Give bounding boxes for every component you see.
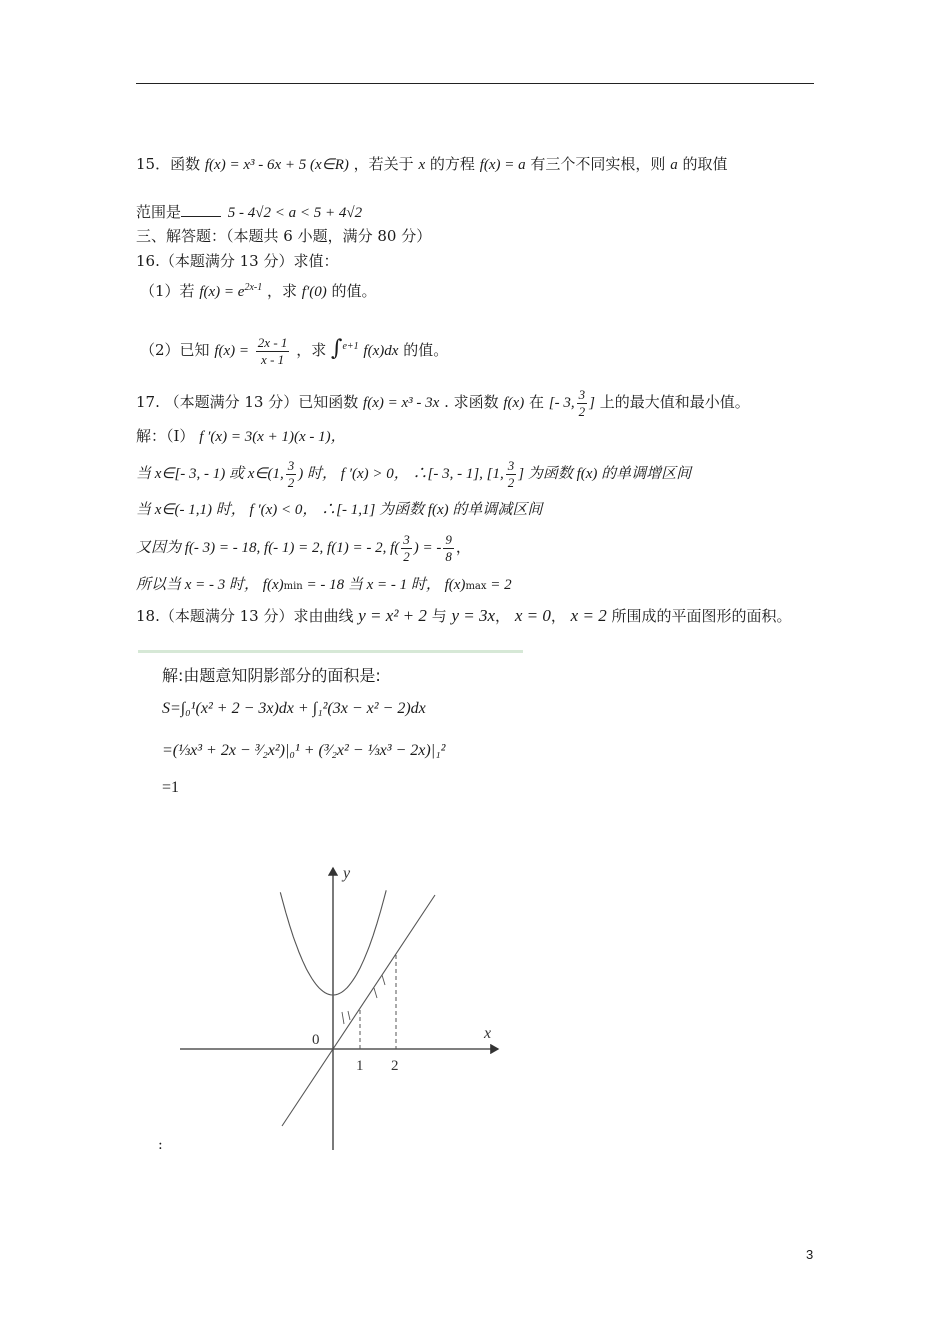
- q17-sol2-c: ] 为函数 f(x) 的单调增区间: [518, 466, 692, 482]
- q18-curve: y = x² + 2: [358, 606, 427, 625]
- origin-label: 0: [312, 1032, 320, 1048]
- q15-range-label: 范围是: [136, 203, 182, 221]
- q16-p1-exp: 2x-1: [244, 282, 263, 293]
- q18-x2: x = 2: [570, 606, 607, 625]
- q17-mid: . 求函数: [444, 393, 499, 411]
- q17-sol5-a: 所以当 x = - 3 时， f(x): [136, 577, 284, 593]
- q16-part1: [140, 276, 377, 304]
- q15-line2: [136, 200, 362, 225]
- frac-den: 8: [445, 548, 452, 564]
- q16-p2-num: 2x - 1: [257, 334, 288, 350]
- q16-p2-den: x - 1: [261, 351, 285, 367]
- q18-title: 18.（本题满分 13 分）求由曲线: [136, 607, 354, 625]
- frac-num: 9: [445, 531, 452, 547]
- q17-sol2-frac1: [286, 458, 297, 491]
- section-heading: 三、解答题：（本题共 6 小题，满分 80 分）: [136, 227, 432, 245]
- q17-sol1: [136, 424, 346, 449]
- q16-p2-upper: e+1: [342, 341, 359, 352]
- q18-sep: ，: [495, 607, 511, 625]
- q17-end: 上的最大值和最小值。: [599, 393, 750, 411]
- solution-line2: S=∫₀¹(x² + 2 − 3x)dx + ∫₁²(3x − x² − 2)dx: [162, 700, 426, 717]
- q17-sol3: [136, 497, 542, 522]
- q17-sol4-b: ) = -: [413, 540, 442, 556]
- q17-sol4-frac2: [443, 532, 454, 565]
- q17-sol2: [136, 456, 691, 491]
- q17-sol4-frac1: [401, 532, 412, 565]
- tick-2: 2: [391, 1058, 399, 1074]
- integral-sign: ∫: [330, 336, 343, 361]
- q15-a: a: [670, 157, 678, 173]
- q17-sol5-c: = 2: [486, 577, 512, 593]
- min-subscript: min: [283, 581, 303, 592]
- q17-frac-num: 3: [578, 386, 586, 402]
- q15-var: x: [418, 157, 426, 173]
- q16-p2-integrand: f(x)dx: [363, 343, 399, 359]
- shaded-hatching: [342, 975, 385, 1024]
- area-graph: [170, 860, 510, 1160]
- q17-fx: f(x): [503, 395, 525, 411]
- q17-title: 17. （本题满分 13 分）已知函数: [136, 393, 359, 411]
- header-rule: [136, 83, 814, 84]
- q17-sol4-a: 又因为 f(- 3) = - 18, f(- 1) = 2, f(1) = - 2, f(: [136, 540, 400, 556]
- tick-1: 1: [356, 1058, 364, 1074]
- frac-num: 3: [287, 457, 295, 473]
- solution-line3: =(⅓x³ + 2x − ³⁄₂x²)|₀¹ + (³⁄₂x² − ⅓x³ − 2x)|₁²: [162, 742, 446, 759]
- q18-line: y = 3x: [451, 606, 496, 625]
- q18-sep2: ，: [550, 607, 566, 625]
- q17-sol5: [136, 572, 512, 599]
- q16-p1-end: 的值。: [331, 282, 377, 300]
- solution-image-border: [138, 650, 523, 653]
- q15-text2: 的方程: [429, 155, 475, 173]
- q15-text4: 的取值: [682, 155, 728, 173]
- frac-den: 2: [507, 474, 515, 490]
- q17-sol-label: 解：（I）: [136, 427, 195, 445]
- q15-function: f(x) = x³ - 6x + 5 (x∈R): [204, 157, 349, 173]
- answer-blank: [181, 202, 221, 217]
- solution-line4: =1: [162, 779, 180, 796]
- q18-end: 所围成的平面图形的面积。: [611, 607, 792, 625]
- line-y-3x: [282, 895, 435, 1126]
- y-axis-label: y: [343, 865, 351, 882]
- frac-num: 3: [403, 531, 410, 547]
- q16-p2-func: f(x) =: [214, 343, 250, 359]
- q15-number: 15．函数: [136, 155, 201, 173]
- q18-with: 与: [431, 607, 447, 625]
- q16-title: 16.（本题满分 13 分）求值：: [136, 252, 339, 270]
- q15-text3: 有三个不同实根，则: [530, 155, 666, 173]
- frac-num: 3: [507, 457, 515, 473]
- q15-line1: [136, 152, 728, 177]
- frac-den: 2: [287, 474, 295, 490]
- q17-frac-den: 2: [578, 403, 586, 419]
- q17-sol2-a: 当 x∈[- 3, - 1) 或 x∈(1,: [136, 466, 284, 482]
- q15-answer: 5 - 4√2 < a < 5 + 4√2: [227, 205, 363, 221]
- q17-sol3-text: 当 x∈(- 1,1) 时， f ′(x) < 0， ∴[- 1,1] 为函数 f(x) 的单调减区间: [136, 502, 543, 518]
- stray-mark: :: [158, 1137, 163, 1153]
- q17-sol2-b: ) 时， f ′(x) > 0， ∴[- 3, - 1], [1,: [298, 466, 504, 482]
- q16-p1-mid: ，求: [267, 282, 298, 300]
- q16-p1-prefix: （1）若: [140, 282, 195, 300]
- x-axis-label: x: [484, 1025, 492, 1042]
- q17-fraction: [577, 387, 588, 420]
- q16-p1-func: f(x) = e: [199, 284, 245, 300]
- q17-sol4: [136, 530, 471, 565]
- q16-p2-prefix: （2）已知: [140, 341, 210, 359]
- solution-line1: 解:由题意知阴影部分的面积是:: [162, 666, 381, 685]
- page-number: 3: [806, 1247, 814, 1262]
- q17-func: f(x) = x³ - 3x: [363, 395, 440, 411]
- q17-interval-a: [- 3,: [548, 395, 575, 411]
- q17-sol2-frac2: [506, 458, 517, 491]
- max-subscript: max: [465, 581, 487, 592]
- q16-p1-target: f′(0): [301, 284, 327, 300]
- q15-text: ，若关于: [353, 155, 414, 173]
- q17-derivative: f ′(x) = 3(x + 1)(x - 1)，: [199, 429, 346, 445]
- frac-den: 2: [403, 548, 410, 564]
- q17-mid2: 在: [529, 393, 545, 411]
- q16-p2-fraction: [256, 335, 290, 368]
- q16-p2-end: 的值。: [403, 341, 449, 359]
- q18-title-line: [136, 604, 792, 628]
- q17-sol4-c: ，: [455, 538, 471, 556]
- q16-p2-mid: ，求: [296, 341, 327, 359]
- q17-interval-b: ]: [589, 395, 595, 411]
- q16-part2: [140, 330, 448, 368]
- q18-x0: x = 0: [514, 606, 551, 625]
- q17-sol5-b: = - 18 当 x = - 1 时， f(x): [302, 577, 466, 593]
- q17-title-line: [136, 385, 750, 420]
- q15-equation: f(x) = a: [479, 157, 526, 173]
